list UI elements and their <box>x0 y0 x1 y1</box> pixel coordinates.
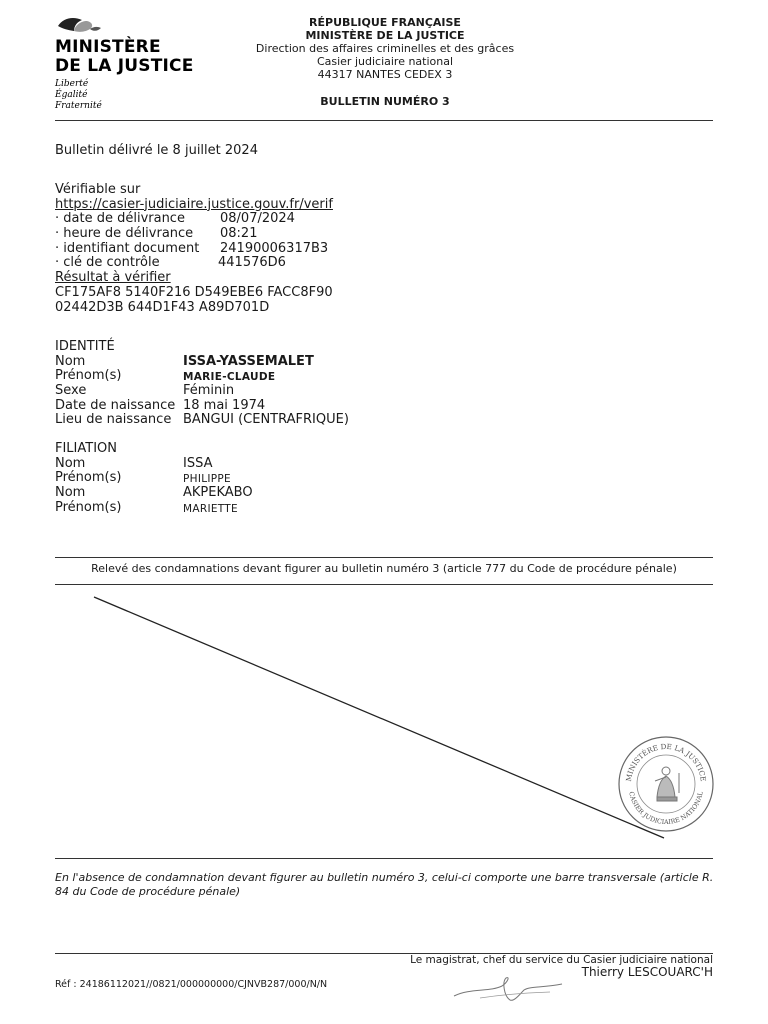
signature-role: Le magistrat, chef du service du Casier judiciaire national <box>410 954 713 966</box>
result-label: Résultat à vérifier <box>55 270 171 286</box>
verification-url-link[interactable]: https://casier-judiciaire.justice.gouv.fr/verif <box>55 196 333 212</box>
father-prenom-label: Prénom(s) <box>55 470 122 486</box>
identity-prenom-label: Prénom(s) <box>55 368 122 384</box>
delivery-text: Bulletin délivré le 8 juillet 2024 <box>55 143 258 158</box>
father-nom-value: ISSA <box>183 455 213 471</box>
condemnations-heading: Relevé des condamnations devant figurer au bulletin numéro 3 (article 777 du Code de procédure pénale) <box>91 562 677 575</box>
delivery-date-label: · date de délivrance <box>55 211 185 227</box>
justice-figure-icon <box>655 767 679 801</box>
handwritten-signature <box>450 968 570 1008</box>
delivery-time-label: · heure de délivrance <box>55 226 194 242</box>
father-nom-label: Nom <box>55 455 86 471</box>
reference-text: Réf : 24186112021//0821/000000000/CJNVB287/000/N/N <box>55 979 328 990</box>
header-ministry: MINISTÈRE DE LA JUSTICE <box>305 29 465 42</box>
logo-motto-liberte: Liberté <box>55 79 89 89</box>
mother-prenom-value: MARIETTE <box>183 502 238 515</box>
delivery-time-value: 08:21 <box>220 226 258 242</box>
control-key-value: 441576D6 <box>218 255 286 271</box>
control-key-label: · clé de contrôle <box>55 255 160 271</box>
signature-name: Thierry LESCOUARC'H <box>581 965 713 979</box>
logo-title-line2: DE LA JUSTICE <box>55 56 194 76</box>
stamp-top-text: MINISTÈRE DE LA JUSTICE <box>623 741 708 783</box>
absence-note: En l'absence de condamnation devant figurer au bulletin numéro 3, celui-ci comporte une barre transversale (article R. 84 du Code de procédure pénale) <box>55 871 714 898</box>
document-id-value: 24190006317B3 <box>220 240 329 256</box>
header-republic: RÉPUBLIQUE FRANÇAISE <box>309 16 461 29</box>
header-address: 44317 NANTES CEDEX 3 <box>317 68 453 81</box>
identity-pob-label: Lieu de naissance <box>55 412 172 428</box>
header-bulletin: BULLETIN NUMÉRO 3 <box>320 95 450 108</box>
identity-sexe-value: Féminin <box>183 383 235 399</box>
mother-prenom-label: Prénom(s) <box>55 499 122 515</box>
header-direction: Direction des affaires criminelles et des grâces <box>255 42 515 55</box>
note-top-rule <box>55 858 713 859</box>
identity-title: IDENTITÉ <box>55 339 115 354</box>
mother-nom-value: AKPEKABO <box>183 485 253 501</box>
header-service: Casier judiciaire national <box>316 55 454 68</box>
identity-dob-value: 18 mai 1974 <box>183 397 266 413</box>
verification-title: Vérifiable sur <box>55 182 141 197</box>
result-line2: 02442D3B 644D1F43 A89D701D <box>55 299 270 315</box>
logo-motto-egalite: Égalité <box>55 90 88 100</box>
father-prenom-value: PHILIPPE <box>183 473 231 486</box>
filiation-title: FILIATION <box>55 441 118 456</box>
official-stamp <box>617 735 715 833</box>
logo-motto-fraternite: Fraternité <box>55 101 102 111</box>
document-id-label: · identifiant document <box>55 240 200 256</box>
identity-pob-value: BANGUI (CENTRAFRIQUE) <box>183 412 349 428</box>
mother-nom-label: Nom <box>55 485 86 501</box>
stamp-bottom-text: CASIER JUDICIAIRE NATIONAL <box>627 790 705 827</box>
identity-dob-label: Date de naissance <box>55 397 176 413</box>
result-line1: CF175AF8 5140F216 D549EBE6 FACC8F90 <box>55 284 333 300</box>
identity-sexe-label: Sexe <box>55 383 87 399</box>
identity-nom-label: Nom <box>55 353 86 369</box>
delivery-date-value: 08/07/2024 <box>220 211 295 227</box>
logo-title-line1: MINISTÈRE <box>55 37 161 57</box>
identity-prenom-value: MARIE-CLAUDE <box>183 371 276 384</box>
identity-nom-value: ISSA-YASSEMALET <box>183 353 314 369</box>
